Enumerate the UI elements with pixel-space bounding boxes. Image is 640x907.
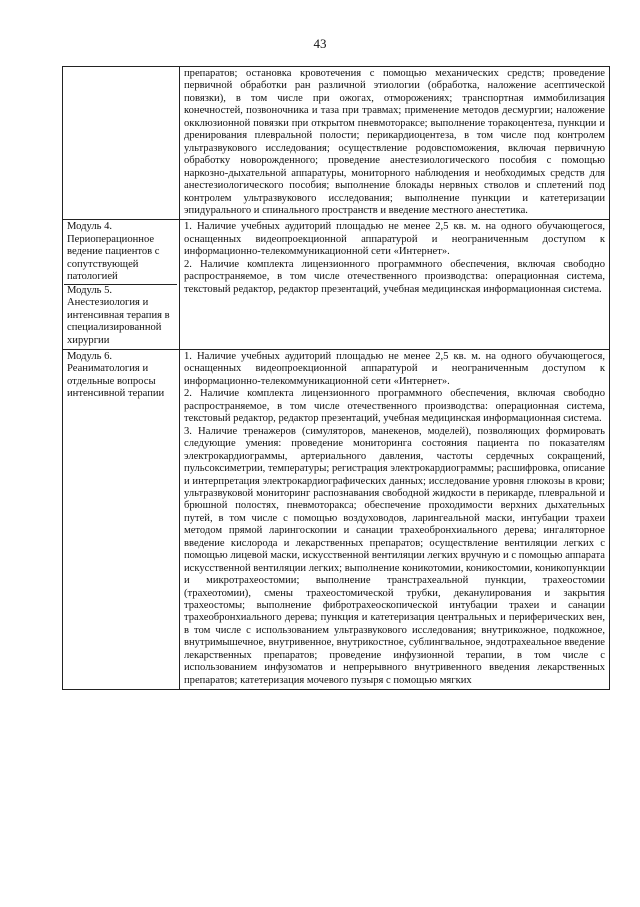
table-row (63, 349, 610, 689)
requirements-cell (180, 67, 610, 220)
table-row (63, 67, 610, 220)
module-title: Модуль 4. Периоперационное ведение пациентов с сопутствующей патологией (67, 221, 160, 283)
requirement-paragraph: 2. Наличие комплекта лицензионного программного обеспечения, включая свободно распространяемое, в том числе отечественного производства: операционная система, текстовый редактор, редактор презентаций, учебная медицинская информационная система. (184, 388, 605, 425)
module-title: Модуль 5. Анестезиология и интенсивная терапия в специализированной хирургии (64, 284, 177, 347)
requirements-table (62, 66, 610, 690)
module-cell (63, 67, 180, 220)
table-row (63, 220, 610, 350)
module-title: Модуль 6. Реаниматология и отдельные вопросы интенсивной терапии (67, 350, 165, 400)
module-cell (63, 349, 180, 689)
requirement-paragraph: 1. Наличие учебных аудиторий площадью не менее 2,5 кв. м. на одного обучающегося, оснащенных видеопроекционной аппаратурой и неограниченным доступом к информационно-телекоммуникационной сети «Интернет». (184, 350, 605, 387)
page-number: 43 (313, 36, 327, 51)
requirements-cell (180, 220, 610, 350)
requirements-cell (180, 349, 610, 689)
table-body (63, 67, 610, 690)
module-cell (63, 220, 180, 350)
requirement-paragraph: 3. Наличие тренажеров (симуляторов, манекенов, моделей), позволяющих формировать следующие умения: проведение мониторинга состояния пациента по показателям электрокардиограммы, артериального давления, частоты сердечных сокращений, пульсоксиметрии, температуры; регистрация электрокардиограммы; расшифровка, описание и интерпретация электрокардиографических данных; исследование уровня глюкозы в крови; ультразвуковой мониторинг распознавания свободной жидкости в перикарде, плевральной и брюшной полостях, пневмоторакса; обеспечение проходимости верхних дыхательных путей, в том числе с помощью воздуховодов, ларингеальной маски, интубации трахеи методом прямой ларингоскопии и санации трахеобронхиального дерева; ингаляторное введение кислорода и лекарственных препаратов; осуществление вентиляции легких с помощью лицевой маски, искусственной вентиляции легких вручную и с помощью аппарата искусственной вентиляции легких; выполнение коникотомии, коникостомии, коникопункции и микротрахеостомии; выполнение транстрахеальной пункции, трахеостомии (трахеотомии), смены трахеостомической трубки, деканулирования и закрытия трахеостомы; выполнение фибротрахеоскопической интубации трахеи и санации трахеобронхиального дерева; пункция и катетеризация центральных и периферических вен, в том числе с использованием ультразвукового исследования; внутрикожное, подкожное, внутримышечное, внутривенное, внутрикостное, сублингвальное, эндотрахеальное введение лекарственных препаратов; проведение инфузионной терапии, в том числе с использованием инфузоматов и непрерывного внутривенного введения лекарственных препаратов; катетеризация мочевого пузыря с помощью мягких (184, 425, 605, 686)
requirement-paragraph: 2. Наличие комплекта лицензионного программного обеспечения, включая свободно распространяемое, в том числе отечественного производства: операционная система, текстовый редактор, редактор презентаций, учебная медицинская информационная система. (184, 258, 605, 295)
requirement-paragraph: препаратов; остановка кровотечения с помощью механических средств; проведение первичной обработки ран различной этиологии (обработка, наложение асептической повязки), в том числе при ожогах, отморожениях; транспортная иммобилизация конечностей, позвоночника и таза при травмах; применение методов десмургии; наложение окклюзионной повязки при открытом пневмотораксе; выполнение торакоцентеза, пункции и дренирования плевральной полости; перикардиоцентеза, в том числе под контролем ультразвукового исследования; осуществление родовспоможения, включая первичную обработку новорожденного; проведение анестезиологического пособия с помощью наркозно-дыхательной аппаратуры, мониторного наблюдения и необходимых средств для анестезиологического пособия; выполнение блокады нервных стволов и сплетений под контролем ультразвукового исследования; выполнение пункции и катетеризации эпидурального и спинального пространств и введение местного анестетика. (184, 68, 605, 216)
requirement-paragraph: 1. Наличие учебных аудиторий площадью не менее 2,5 кв. м. на одного обучающегося, оснащенных видеопроекционной аппаратурой и неограниченным доступом к информационно-телекоммуникационной сети «Интернет». (184, 221, 605, 258)
